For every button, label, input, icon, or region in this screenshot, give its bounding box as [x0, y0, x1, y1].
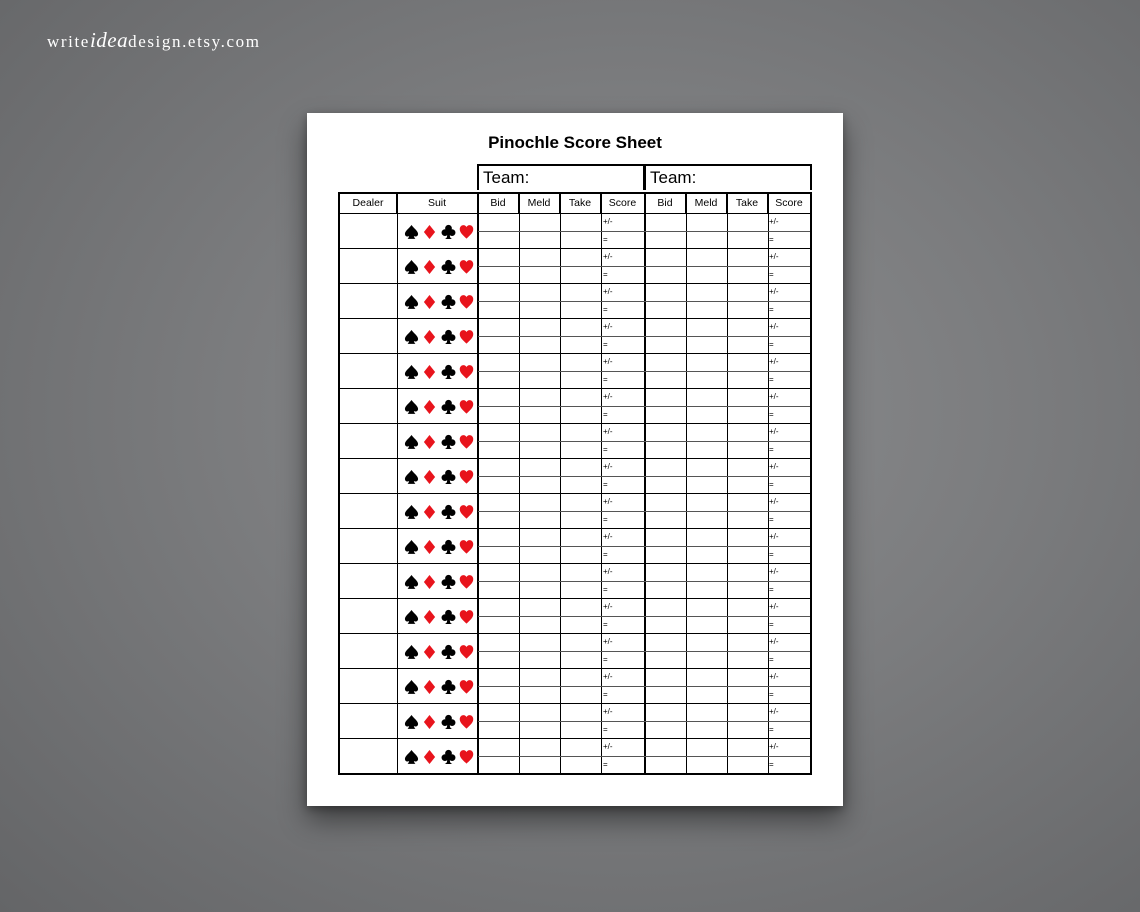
sheet-title: Pinochle Score Sheet [488, 133, 662, 152]
diamond-icon[interactable] [422, 399, 437, 415]
score-subline [645, 406, 810, 407]
score-total-mark: = [603, 690, 608, 699]
watermark [47, 28, 261, 53]
column-header-team-a-take: Take [560, 194, 601, 214]
score-change-mark: +/- [603, 322, 613, 331]
spade-icon[interactable] [404, 434, 419, 450]
score-change-mark: +/- [769, 357, 779, 366]
score-change-mark: +/- [769, 462, 779, 471]
suit-group [400, 284, 478, 319]
score-total-mark: = [603, 270, 608, 279]
score-subline [645, 686, 810, 687]
diamond-icon[interactable] [422, 434, 437, 450]
score-change-mark: +/- [603, 427, 613, 436]
suit-group [400, 459, 478, 494]
heart-icon[interactable] [459, 434, 474, 450]
column-divider [397, 194, 398, 773]
score-total-mark: = [769, 235, 774, 244]
column-header-team-b-meld: Meld [686, 194, 727, 214]
suit-group [400, 739, 478, 774]
score-subline [478, 721, 645, 722]
score-total-mark: = [769, 620, 774, 629]
score-subline [478, 511, 645, 512]
watermark-suffix: design.etsy.com [128, 32, 261, 51]
score-total-mark: = [769, 305, 774, 314]
score-total-mark: = [769, 445, 774, 454]
watermark-prefix: write [47, 32, 90, 51]
score-total-mark: = [603, 585, 608, 594]
heart-icon[interactable] [459, 224, 474, 240]
team-b-name-field[interactable]: Team: [644, 164, 812, 190]
diamond-icon[interactable] [422, 259, 437, 275]
spade-icon[interactable] [404, 329, 419, 345]
score-change-mark: +/- [769, 742, 779, 751]
club-icon[interactable] [441, 294, 456, 310]
club-icon[interactable] [441, 504, 456, 520]
score-subline [645, 231, 810, 232]
score-change-mark: +/- [603, 357, 613, 366]
club-icon[interactable] [441, 714, 456, 730]
score-total-mark: = [769, 515, 774, 524]
score-change-mark: +/- [603, 532, 613, 541]
suit-group [400, 389, 478, 424]
team-a-name-field[interactable]: Team: [477, 164, 645, 190]
score-subline [478, 231, 645, 232]
suit-group [400, 634, 478, 669]
diamond-icon[interactable] [422, 609, 437, 625]
score-subline [645, 266, 810, 267]
score-subline [645, 441, 810, 442]
score-total-mark: = [603, 340, 608, 349]
score-change-mark: +/- [603, 497, 613, 506]
heart-icon[interactable] [459, 329, 474, 345]
score-total-mark: = [603, 480, 608, 489]
score-total-mark: = [769, 375, 774, 384]
club-icon[interactable] [441, 259, 456, 275]
score-subline [478, 651, 645, 652]
score-change-mark: +/- [603, 707, 613, 716]
column-header-dealer: Dealer [340, 194, 397, 214]
score-change-mark: +/- [769, 602, 779, 611]
spade-icon[interactable] [404, 644, 419, 660]
score-subline [645, 581, 810, 582]
spade-icon[interactable] [404, 749, 419, 765]
column-header-team-a-bid: Bid [478, 194, 519, 214]
score-table [338, 192, 812, 775]
score-subline [478, 581, 645, 582]
score-change-mark: +/- [769, 532, 779, 541]
heart-icon[interactable] [459, 399, 474, 415]
score-total-mark: = [769, 760, 774, 769]
heart-icon[interactable] [459, 469, 474, 485]
diamond-icon[interactable] [422, 644, 437, 660]
spade-icon[interactable] [404, 224, 419, 240]
heart-icon[interactable] [459, 364, 474, 380]
score-total-mark: = [603, 515, 608, 524]
spade-icon[interactable] [404, 574, 419, 590]
heart-icon[interactable] [459, 574, 474, 590]
score-change-mark: +/- [603, 567, 613, 576]
watermark-logo-word: idea [89, 28, 129, 52]
diamond-icon[interactable] [422, 364, 437, 380]
score-subline [645, 371, 810, 372]
diamond-icon[interactable] [422, 329, 437, 345]
suit-group [400, 424, 478, 459]
heart-icon[interactable] [459, 714, 474, 730]
score-total-mark: = [769, 270, 774, 279]
column-header-team-a-meld: Meld [519, 194, 560, 214]
score-subline [478, 266, 645, 267]
heart-icon[interactable] [459, 749, 474, 765]
score-total-mark: = [603, 235, 608, 244]
club-icon[interactable] [441, 399, 456, 415]
club-icon[interactable] [441, 364, 456, 380]
score-total-mark: = [603, 620, 608, 629]
diamond-icon[interactable] [422, 294, 437, 310]
diamond-icon[interactable] [422, 224, 437, 240]
spade-icon[interactable] [404, 539, 419, 555]
score-total-mark: = [603, 305, 608, 314]
score-subline [645, 721, 810, 722]
score-total-mark: = [603, 410, 608, 419]
spade-icon[interactable] [404, 399, 419, 415]
score-subline [645, 336, 810, 337]
spade-icon[interactable] [404, 679, 419, 695]
diamond-icon[interactable] [422, 749, 437, 765]
diamond-icon[interactable] [422, 574, 437, 590]
score-subline [645, 616, 810, 617]
score-total-mark: = [769, 480, 774, 489]
score-change-mark: +/- [603, 217, 613, 226]
score-subline [478, 371, 645, 372]
score-sheet [307, 113, 843, 806]
club-icon[interactable] [441, 224, 456, 240]
heart-icon[interactable] [459, 679, 474, 695]
score-subline [478, 406, 645, 407]
diamond-icon[interactable] [422, 679, 437, 695]
score-change-mark: +/- [603, 462, 613, 471]
suit-group [400, 529, 478, 564]
diamond-icon[interactable] [422, 469, 437, 485]
diamond-icon[interactable] [422, 539, 437, 555]
score-total-mark: = [603, 655, 608, 664]
score-subline [478, 546, 645, 547]
club-icon[interactable] [441, 434, 456, 450]
suit-group [400, 319, 478, 354]
score-change-mark: +/- [769, 322, 779, 331]
suit-group [400, 249, 478, 284]
spade-icon[interactable] [404, 504, 419, 520]
suit-group [400, 669, 478, 704]
score-subline [645, 756, 810, 757]
score-subline [478, 756, 645, 757]
heart-icon[interactable] [459, 294, 474, 310]
column-header-team-b-score: Score [768, 194, 810, 214]
score-change-mark: +/- [769, 567, 779, 576]
score-change-mark: +/- [603, 637, 613, 646]
score-subline [478, 301, 645, 302]
score-total-mark: = [603, 375, 608, 384]
score-change-mark: +/- [769, 217, 779, 226]
score-total-mark: = [769, 690, 774, 699]
spade-icon[interactable] [404, 294, 419, 310]
suit-group [400, 494, 478, 529]
score-total-mark: = [769, 585, 774, 594]
score-change-mark: +/- [769, 427, 779, 436]
club-icon[interactable] [441, 539, 456, 555]
score-change-mark: +/- [769, 392, 779, 401]
suit-group [400, 354, 478, 389]
score-subline [478, 686, 645, 687]
club-icon[interactable] [441, 644, 456, 660]
score-change-mark: +/- [603, 602, 613, 611]
suit-group [400, 564, 478, 599]
score-subline [478, 616, 645, 617]
club-icon[interactable] [441, 679, 456, 695]
spade-icon[interactable] [404, 469, 419, 485]
spade-icon[interactable] [404, 714, 419, 730]
column-header-suit: Suit [397, 194, 478, 214]
suit-group [400, 704, 478, 739]
score-subline [478, 336, 645, 337]
score-subline [645, 511, 810, 512]
score-total-mark: = [769, 340, 774, 349]
score-total-mark: = [603, 445, 608, 454]
club-icon[interactable] [441, 574, 456, 590]
score-change-mark: +/- [769, 637, 779, 646]
score-change-mark: +/- [769, 252, 779, 261]
spade-icon[interactable] [404, 609, 419, 625]
column-header-team-a-score: Score [601, 194, 645, 214]
spade-icon[interactable] [404, 364, 419, 380]
score-change-mark: +/- [769, 287, 779, 296]
score-subline [645, 301, 810, 302]
club-icon[interactable] [441, 329, 456, 345]
score-subline [645, 546, 810, 547]
score-change-mark: +/- [603, 287, 613, 296]
score-change-mark: +/- [603, 742, 613, 751]
spade-icon[interactable] [404, 259, 419, 275]
score-subline [645, 476, 810, 477]
column-header-team-b-bid: Bid [645, 194, 686, 214]
score-total-mark: = [769, 410, 774, 419]
score-change-mark: +/- [769, 707, 779, 716]
heart-icon[interactable] [459, 644, 474, 660]
club-icon[interactable] [441, 749, 456, 765]
score-subline [645, 651, 810, 652]
diamond-icon[interactable] [422, 504, 437, 520]
score-total-mark: = [769, 655, 774, 664]
score-subline [478, 476, 645, 477]
suit-group [400, 599, 478, 634]
score-change-mark: +/- [603, 252, 613, 261]
heart-icon[interactable] [459, 259, 474, 275]
score-subline [478, 441, 645, 442]
diamond-icon[interactable] [422, 714, 437, 730]
score-total-mark: = [769, 550, 774, 559]
club-icon[interactable] [441, 469, 456, 485]
heart-icon[interactable] [459, 609, 474, 625]
score-change-mark: +/- [603, 672, 613, 681]
heart-icon[interactable] [459, 504, 474, 520]
score-total-mark: = [603, 550, 608, 559]
score-total-mark: = [603, 725, 608, 734]
score-change-mark: +/- [603, 392, 613, 401]
score-change-mark: +/- [769, 497, 779, 506]
heart-icon[interactable] [459, 539, 474, 555]
score-change-mark: +/- [769, 672, 779, 681]
column-header-team-b-take: Take [727, 194, 768, 214]
club-icon[interactable] [441, 609, 456, 625]
score-total-mark: = [769, 725, 774, 734]
score-total-mark: = [603, 760, 608, 769]
suit-group [400, 214, 478, 249]
